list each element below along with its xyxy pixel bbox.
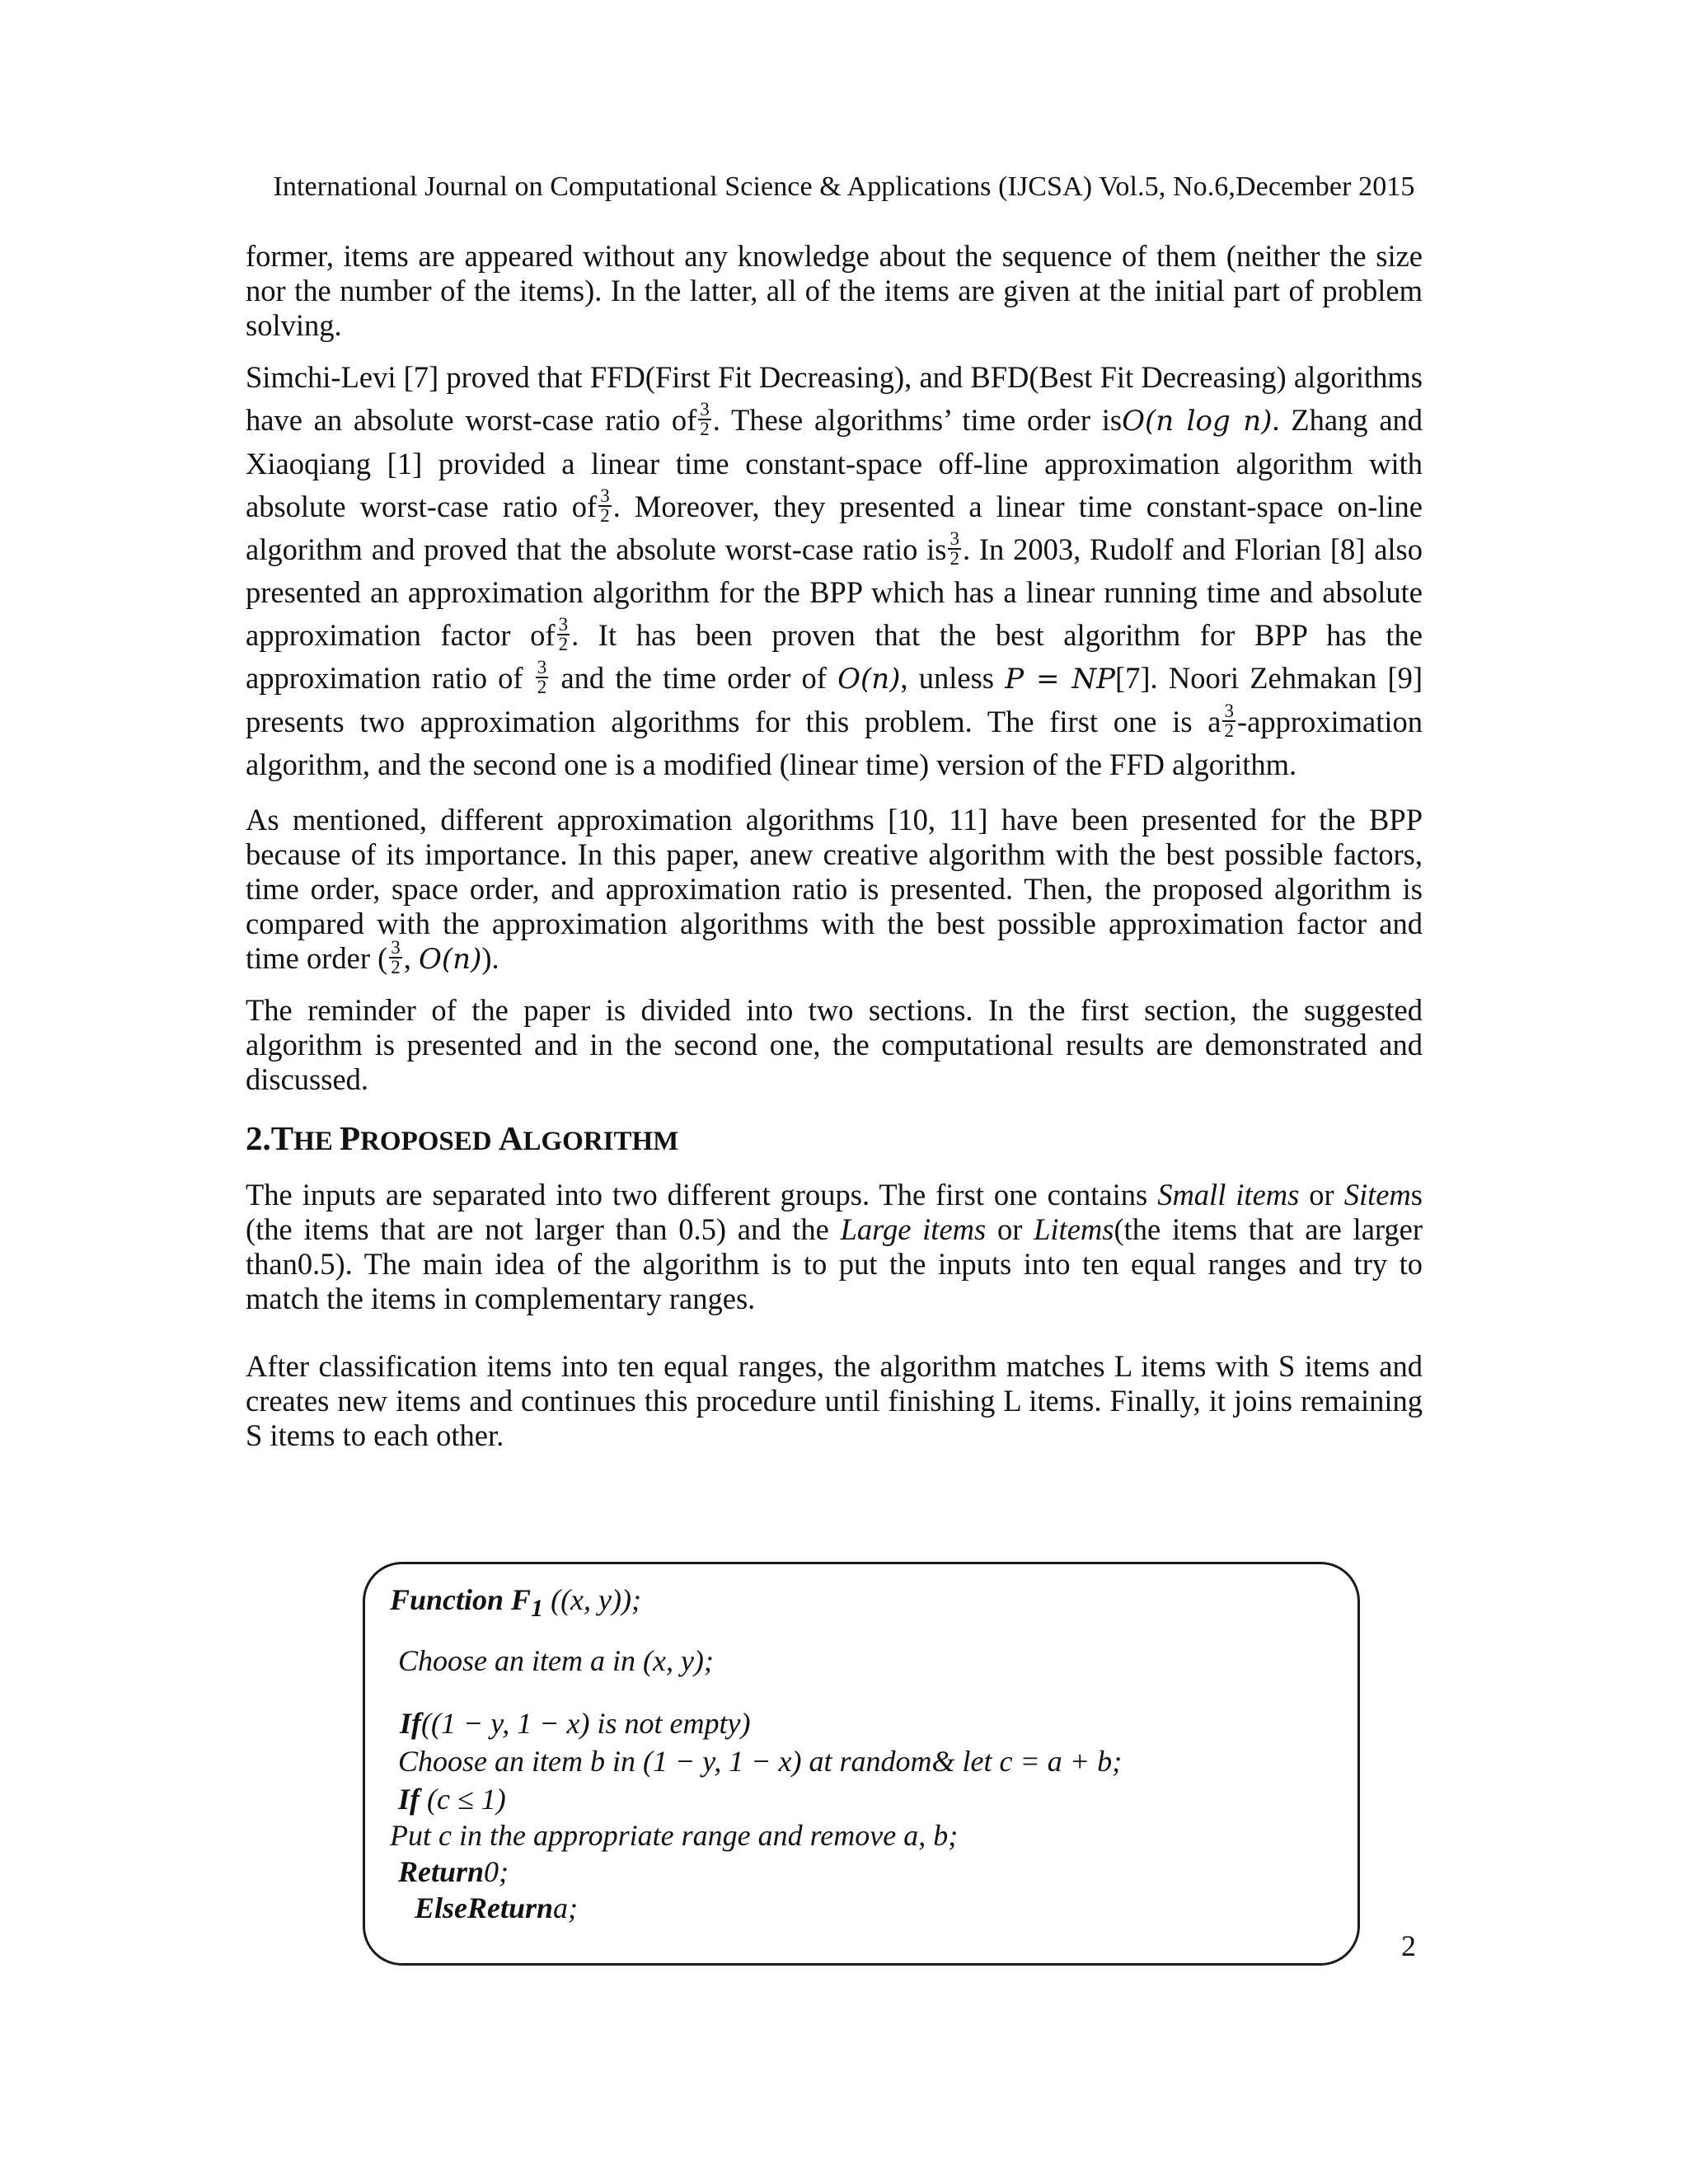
algorithm-line-1: Function $F_1$ ((x, y)); [390, 1583, 641, 1623]
fraction-three-halves: $\frac{3}{2}$ [558, 613, 569, 654]
page-number: 2 [1401, 1929, 1416, 1962]
fraction-three-halves: $\frac{3}{2}$ [391, 936, 401, 977]
running-header: International Journal on Computational Science & Applications (IJCSA) Vol.5, No.6,December 2015 [273, 171, 1415, 202]
paragraph-4: The reminder of the paper is divided into two sections. In the first section, the suggested algorithm is presented and in the second one, the computational results are demonstrated and discussed. [246, 993, 1423, 1096]
algorithm-line-4: Choose an item b in (1 − y, 1 − x) at random& let c = a + b; [398, 1745, 1123, 1778]
big-o-n: O(n) [837, 663, 901, 696]
paragraph-5: The inputs are separated into two different groups. The first one contains Small items or Sitems (the items that are not larger than 0.5) and the Large items or Litems(the items that are larger than0.5). The main idea of the algorithm is to put the inputs into ten equal ranges and try to match the items in complementary ranges. [246, 1178, 1423, 1315]
fraction-three-halves: $\frac{3}{2}$ [600, 485, 610, 526]
big-o-n-log-n: O(n log n) [1122, 405, 1273, 438]
algorithm-line-7: Return0; [398, 1855, 509, 1888]
paragraph-1: former, items are appeared without any knowledge about the sequence of them (neither the size nor the number of the items). In the latter, all of the items are given at the initial part of problem solving. [246, 239, 1423, 342]
fraction-three-halves: $\frac{3}{2}$ [537, 656, 547, 697]
fraction-three-halves: $\frac{3}{2}$ [700, 398, 710, 439]
fraction-three-halves: $\frac{3}{2}$ [1224, 700, 1234, 741]
algorithm-line-3: If((1 − y, 1 − x) is not empty) [400, 1707, 751, 1740]
algorithm-line-5: If (c ≤ 1) [398, 1783, 506, 1816]
fraction-three-halves: $\frac{3}{2}$ [950, 527, 959, 569]
paragraph-2: Simchi-Levi [7] proved that FFD(First Fit Decreasing), and BFD(Best Fit Decreasing) algorithms have an absolute worst-case ratio of $\frac{3}{2}$ . These algorithms’ time order isO(n log n). Zhang and Xiaoqiang [1] provided a linear time constant-space off-line approximation algorithm with absolute worst-case ratio of $\frac{3}{2}$ . Moreover, they presented a linear time constant-space on-line algorithm and proved that the absolute worst-case ratio is $\frac{3}{2}$ . In 2003, Rudolf and Florian [8] also presented an approximation algorithm for the BPP which has a linear running time and absolute approximation factor of $\frac{3}{2}$ . It has been proven that the best algorithm for BPP has the approximation ratio of $\frac{3}{2}$ and the time order of O(n), unless P = NP[7]. Noori Zehmakan [9] presents two approximation algorithms for this problem. The first one is a $\frac{3}{2}$ -approximation algorithm, and the second one is a modified (linear time) version of the FFD algorithm. [246, 360, 1423, 781]
algorithm-line-2: Choose an item a in (x, y); [398, 1644, 714, 1677]
paragraph-3: As mentioned, different approximation algorithms [10, 11] have been presented for the BPP because of its importance. In this paper, anew creative algorithm with the best possible factors, time order, space order, and approximation ratio is presented. Then, the proposed algorithm is compared with the approximation algorithms with the best possible approximation factor and time order ( $\frac{3}{2}$ , O(n)). [246, 803, 1423, 977]
section-heading: 2.THE PROPOSED ALGORITHM [246, 1119, 679, 1157]
big-o-n: O(n) [419, 943, 482, 976]
algorithm-line-8: ElseReturna; [415, 1891, 579, 1924]
p-equals-np: P = NP [1005, 663, 1115, 696]
paragraph-6: After classification items into ten equal ranges, the algorithm matches L items with S items and creates new items and continues this procedure until finishing L items. Finally, it joins remaining S items to each other. [246, 1349, 1423, 1452]
body-text [246, 239, 1423, 1469]
algorithm-box [363, 1562, 1360, 1966]
algorithm-line-6: Put c in the appropriate range and remove a, b; [390, 1819, 959, 1852]
